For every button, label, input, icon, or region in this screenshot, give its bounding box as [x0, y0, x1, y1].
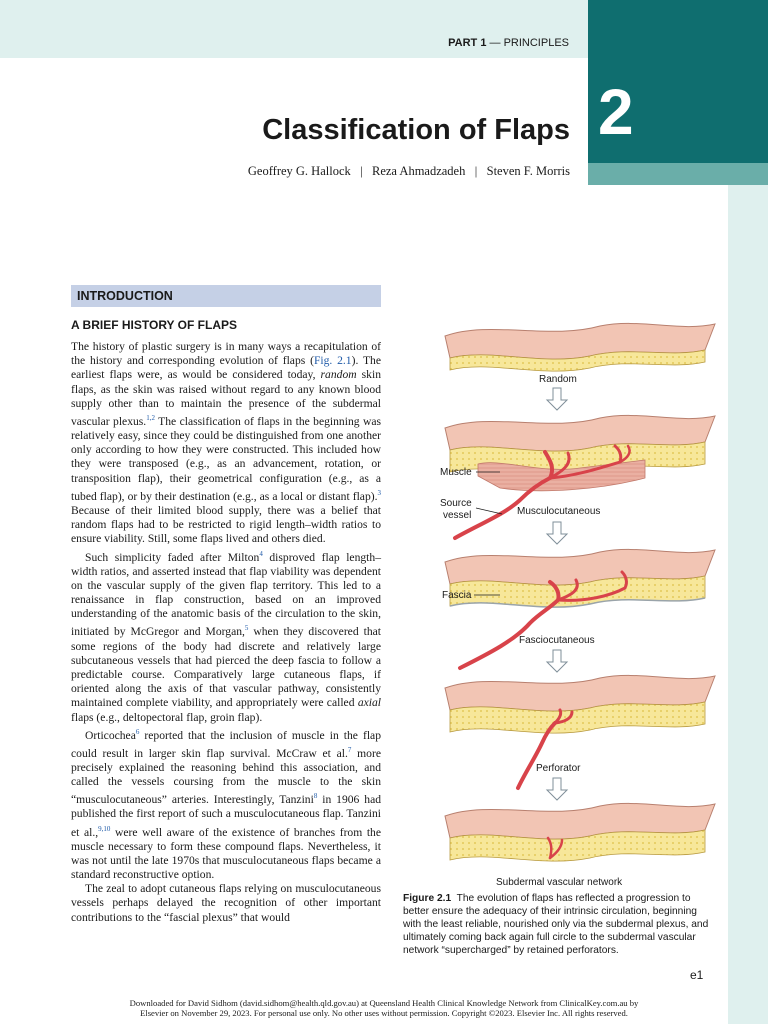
- label-random: Random: [539, 374, 577, 385]
- paragraph-1: [71, 340, 381, 547]
- figure-caption: [403, 892, 715, 957]
- label-fascia: Fascia: [442, 590, 472, 601]
- text: skin flaps, as the skin was raised without regard to any known blood supply other than to maintain the presence of the subdermal vascular plexus.: [71, 368, 382, 428]
- figure-link[interactable]: Fig. 2.1: [313, 354, 352, 368]
- text: flaps (e.g., deltopectoral flap, groin flap).: [71, 710, 263, 724]
- part-section: PRINCIPLES: [503, 37, 569, 49]
- arrow-down-icon: [547, 650, 567, 672]
- caption-text: The evolution of flaps has reflected a progression to better ensure the adequacy of their intrinsic circulation, beginning with the least reliable, nourished only via the subdermal plexus, and ultimately coming back again full circle to the subdermal vascular network “supercharged” by retained perforators.: [403, 893, 712, 956]
- footer-line-1: Downloaded for David Sidhom (david.sidhom@health.qld.gov.au) at Queensland Health Clinical Knowledge Network from ClinicalKey.com.au by: [129, 998, 639, 1008]
- reference-link[interactable]: 6: [135, 727, 140, 736]
- text-emphasis: axial: [357, 696, 381, 710]
- label-source-vessel-2: vessel: [443, 510, 472, 521]
- page-number: e1: [690, 968, 704, 982]
- download-footer: [84, 998, 684, 1018]
- reference-link[interactable]: 9,10: [98, 824, 111, 833]
- text: when they discovered that some regions of the body had discrete and relatively large subcutaneous vessels that had pierced the deep fascia to follow a predictable course. Comparatively large cutaneous flaps, if oriented along the axis of that vascular pathway, consistently maintained complete viability, and appropriately were called: [71, 625, 381, 710]
- footer-line-2: Elsevier on November 29, 2023. For personal use only. No other uses without permission. Copyright ©2023. Elsevier Inc. All rights reserved.: [140, 1008, 628, 1018]
- section-heading: INTRODUCTION: [71, 285, 381, 307]
- figure-2-1: [400, 318, 720, 890]
- text-emphasis: random: [320, 368, 357, 382]
- leader-line: [476, 508, 502, 514]
- subheading: A BRIEF HISTORY OF FLAPS: [71, 318, 238, 332]
- reference-link[interactable]: 7: [347, 745, 352, 754]
- slab-fasciocutaneous: [445, 549, 715, 668]
- flap-evolution-illustration: [400, 318, 720, 890]
- text: Such simplicity faded after Milton: [85, 550, 260, 564]
- text: The classification of flaps in the beginning was relatively easy, since they could be distinguished from one another only according to how they were constructed. This included how they were transposed (e.g., as an advancement, rotation, or transposition flap), their geometrical configuration (e.g., as a tubed flap), or by their destination (e.g., as a local or distant flap).: [71, 414, 381, 503]
- label-perforator: Perforator: [536, 763, 581, 774]
- reference-link[interactable]: 4: [259, 549, 263, 558]
- text: reported that the inclusion of muscle in the flap could result in larger skin flap survival. McCraw et al.: [71, 728, 381, 760]
- reference-link[interactable]: 5: [244, 624, 249, 633]
- slab-random: [445, 323, 715, 371]
- paragraph-3: [71, 725, 381, 882]
- chapter-number: 2: [598, 76, 634, 148]
- part-label: [404, 37, 569, 49]
- text: Because of their limited blood supply, there was a belief that random flaps had to be restricted to rigid length–width ratios to ensure viability. Still, some flaps lived and others died.: [71, 503, 381, 546]
- label-source-vessel-1: Source: [440, 498, 472, 509]
- arrow-down-icon: [547, 522, 567, 544]
- label-fasciocutaneous: Fasciocutaneous: [519, 635, 595, 646]
- paragraph-4: [71, 882, 381, 925]
- reference-link[interactable]: 1,2: [146, 414, 155, 423]
- text: more precisely explained the reasoning behind this association, and called the vessels coursing from the muscle to the skin “musculocutaneous” arteries. Interestingly, Tanzini: [71, 746, 381, 807]
- part-number: PART 1: [448, 37, 487, 49]
- arrow-down-icon: [547, 388, 567, 410]
- authors: Geoffrey G. Hallock | Reza Ahmadzadeh | Steven F. Morris: [247, 164, 570, 178]
- chapter-box-strip: [588, 163, 768, 185]
- slab-musculocutaneous: [445, 415, 715, 538]
- text: ). The earliest flaps were, as would be considered today,: [71, 354, 381, 382]
- text: Orticochea: [85, 728, 136, 742]
- reference-link[interactable]: 3: [377, 488, 381, 497]
- text: in 1906 had published the first report of such a musculocutaneous flap. Tanzini et al.,: [71, 793, 382, 839]
- label-muscle: Muscle: [440, 467, 472, 478]
- caption-label: Figure 2.1: [403, 893, 452, 904]
- reference-link[interactable]: 8: [313, 792, 318, 801]
- label-subdermal-network: Subdermal vascular network: [496, 877, 623, 888]
- body-text: [71, 340, 381, 925]
- arrow-down-icon: [547, 778, 567, 800]
- slab-subdermal: [445, 803, 715, 861]
- text: The history of plastic surgery is in many ways a recapitulation of the history and corresponding evolution of flaps (: [71, 340, 381, 368]
- paragraph-2: [71, 547, 381, 725]
- text: were well aware of the existence of branches from the muscle necessary to form these compound flaps. Nevertheless, it was not until the late 1970s that musculocutaneous flaps became a standard reconstructive option.: [71, 825, 382, 881]
- chapter-title: Classification of Flaps: [262, 114, 570, 146]
- part-separator: —: [489, 37, 501, 49]
- label-musculocutaneous: Musculocutaneous: [517, 506, 601, 517]
- text: The zeal to adopt cutaneous flaps relying on musculocutaneous vessels perhaps delayed the recognition of other important contributions to the “fascial plexus” that would: [71, 882, 381, 924]
- text: disproved flap length–width ratios, and asserted instead that flap viability was dependent on the vascular supply of the given flap territory. This led to a renaissance in flap construction, based on an improved understanding of the anatomic basis of the circulation to the skin, initiated by McGregor and Morgan,: [71, 550, 381, 639]
- side-band: [728, 185, 768, 1024]
- header-band: [0, 0, 588, 58]
